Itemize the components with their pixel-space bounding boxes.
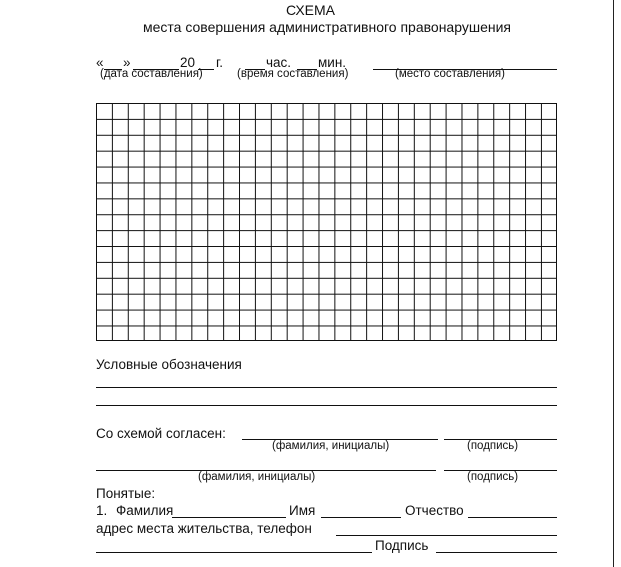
scheme-grid[interactable] (96, 103, 557, 341)
address-field-continued[interactable] (96, 552, 372, 553)
date-caption: (дата составления) (100, 68, 203, 80)
document-subtitle: места совершения административного правонарушения (143, 19, 511, 35)
legend-label: Условные обозначения (96, 357, 242, 372)
date-quote-close: » (123, 55, 131, 70)
patronymic-field[interactable] (468, 517, 557, 518)
year-prefix: 20 (180, 55, 196, 70)
legend-line-2[interactable] (96, 405, 557, 406)
minutes-label: мин. (318, 55, 347, 70)
address-label: адрес места жительства, телефон (96, 521, 312, 536)
signature-caption-2: (подпись) (467, 471, 519, 483)
name-label: Имя (289, 503, 316, 518)
document-title: СХЕМА (286, 2, 335, 18)
date-quote-open: « (96, 55, 104, 70)
address-field[interactable] (336, 535, 557, 536)
hours-label: час. (266, 55, 292, 70)
name-caption-2: (фамилия, инициалы) (198, 471, 316, 483)
agreement-label: Со схемой согласен: (96, 426, 226, 441)
witnesses-label: Понятые: (96, 486, 156, 501)
legend-line-1[interactable] (96, 387, 557, 388)
surname-label: Фамилия (116, 503, 174, 518)
signature-caption-1: (подпись) (467, 440, 519, 452)
patronymic-label: Отчество (405, 503, 464, 518)
year-suffix: г. (216, 55, 224, 70)
place-caption: (место составления) (395, 68, 505, 80)
signature-label: Подпись (375, 538, 429, 553)
time-caption: (время составления) (237, 68, 349, 80)
witness-signature-field[interactable] (436, 552, 557, 553)
name-field[interactable] (321, 517, 401, 518)
name-caption-1: (фамилия, инициалы) (272, 440, 390, 452)
witness-number: 1. (96, 503, 108, 518)
surname-field[interactable] (172, 517, 286, 518)
